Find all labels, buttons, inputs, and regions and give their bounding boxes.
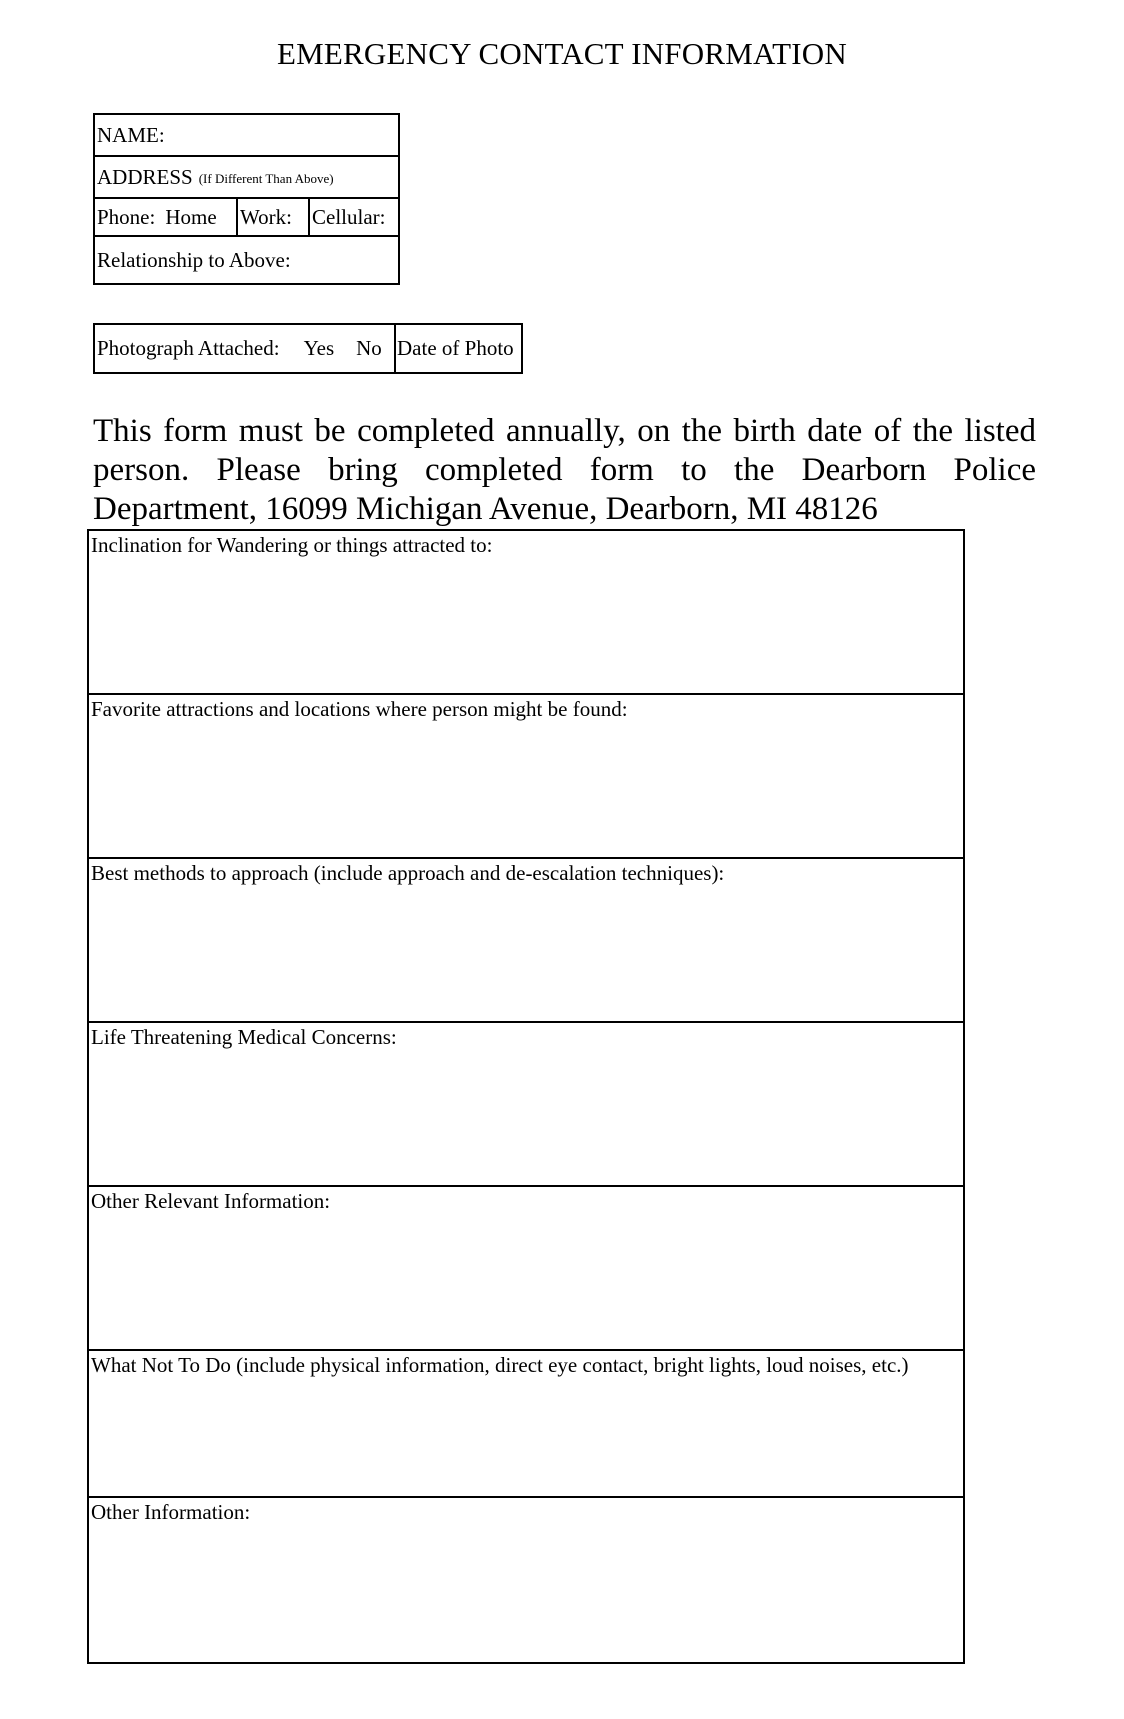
section-approach-methods[interactable]	[89, 859, 963, 1023]
section-label: Favorite attractions and locations where person might be found:	[91, 697, 628, 721]
section-label: Life Threatening Medical Concerns:	[91, 1025, 397, 1049]
name-field[interactable]	[95, 115, 398, 157]
home-label: Home	[165, 204, 217, 229]
section-what-not-to-do[interactable]	[89, 1351, 963, 1498]
photo-date-label: Date of Photo	[397, 336, 514, 360]
cellular-phone-field[interactable]	[310, 199, 398, 235]
section-label: Best methods to approach (include approach and de-escalation techniques):	[91, 861, 725, 885]
details-sections	[87, 529, 965, 1664]
section-other-relevant[interactable]	[89, 1187, 963, 1351]
instructions-paragraph: This form must be completed annually, on the birth date of the listed person. Please bring completed form to the Dearborn Police Department, 16099 Michigan Avenue, Dearborn, MI 48126	[93, 413, 1036, 527]
photo-yes-option[interactable]: Yes	[303, 336, 335, 360]
relationship-field[interactable]	[95, 237, 398, 283]
work-label: Work:	[240, 204, 292, 229]
photo-attached-field[interactable]	[95, 325, 396, 372]
address-note: (If Different Than Above)	[198, 171, 334, 186]
form-title: EMERGENCY CONTACT INFORMATION	[277, 36, 847, 71]
home-phone-field[interactable]	[95, 199, 238, 235]
contact-info-box	[93, 113, 400, 285]
section-wandering[interactable]	[89, 531, 963, 695]
section-favorite-attractions[interactable]	[89, 695, 963, 859]
phone-label: Phone:	[97, 204, 156, 229]
section-other-information[interactable]	[89, 1498, 963, 1662]
section-label: What Not To Do (include physical information, direct eye contact, bright lights, loud noises, etc.)	[91, 1353, 909, 1377]
section-label: Other Relevant Information:	[91, 1189, 331, 1213]
photo-attached-label: Photograph Attached:	[97, 336, 280, 360]
relationship-label: Relationship to Above:	[97, 247, 291, 272]
name-label: NAME:	[97, 122, 165, 147]
photo-date-field[interactable]	[396, 325, 521, 372]
address-label: ADDRESS	[97, 164, 193, 189]
section-label: Inclination for Wandering or things attracted to:	[91, 533, 493, 557]
section-medical-concerns[interactable]	[89, 1023, 963, 1187]
cellular-label: Cellular:	[312, 204, 386, 229]
work-phone-field[interactable]	[238, 199, 310, 235]
section-label: Other Information:	[91, 1500, 251, 1524]
photo-no-option[interactable]: No	[356, 336, 382, 360]
address-field[interactable]	[95, 157, 398, 199]
photo-info-box	[93, 323, 523, 374]
phone-row	[95, 199, 398, 237]
